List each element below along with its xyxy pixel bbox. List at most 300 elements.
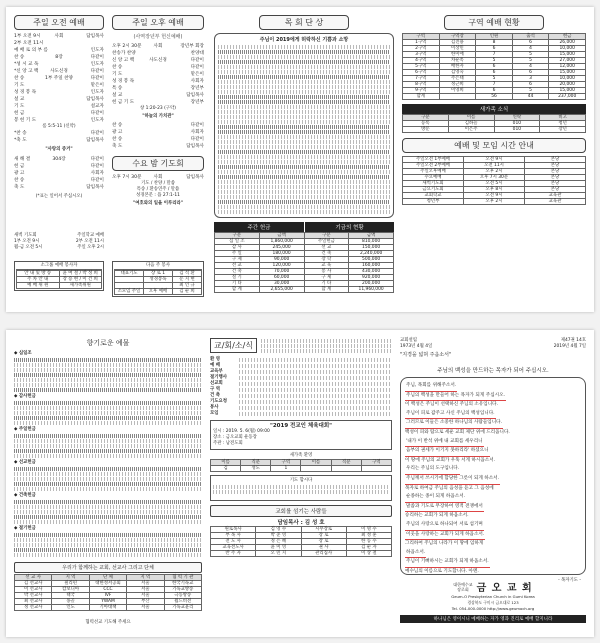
column-header: 구역장: [439, 34, 476, 40]
order-item: [14, 163, 104, 170]
table-row: [403, 169, 586, 175]
table-cell: 최 선교사: [15, 599, 52, 605]
table-cell: 구 제: [215, 257, 260, 263]
table-cell: 26,000: [549, 40, 586, 46]
table-cell: 김 영 수: [256, 527, 301, 533]
table-cell: 성도: [241, 466, 271, 472]
order-item: [14, 54, 104, 61]
notes-row-a: 월-금 오전 5시: [14, 245, 43, 250]
order-m: 8장: [55, 55, 63, 60]
table-row: 대표기도 장 로 1 김 석 환: [115, 271, 202, 277]
order-item: [14, 82, 104, 89]
table-cell: 2구역: [403, 46, 440, 52]
table-cell: 정 은 혜: [256, 539, 301, 545]
table-cell: 합계: [403, 94, 440, 100]
news-column: [210, 338, 392, 630]
text-line: [14, 515, 202, 519]
table-cell: 합 계: [215, 287, 260, 293]
table-cell: 한국기독교: [164, 581, 201, 587]
order-r: 다같이: [90, 157, 104, 162]
table-cell: 본당: [525, 157, 586, 163]
table-cell: 5: [476, 76, 513, 82]
order-r: 인도자: [90, 90, 104, 95]
table-cell: 20,000: [549, 82, 586, 88]
news-item-label: 절기행사: [210, 375, 227, 380]
table-cell: 245,000: [259, 245, 304, 251]
order-item: [14, 68, 104, 75]
prayer-title: 기도 합시다: [289, 478, 313, 483]
wednesday-leader: 오후 7시 30분 사회 담임목사: [112, 175, 204, 180]
text-line: [14, 510, 202, 514]
text-line: [14, 401, 202, 405]
table-cell: 본당: [525, 181, 586, 187]
order-m: [138, 78, 178, 85]
offering-section-title: ◆ 주일헌금: [14, 427, 36, 432]
text-line: [218, 145, 390, 149]
table-cell: 010: [494, 127, 540, 133]
order-m: [39, 96, 79, 103]
order-m: [39, 170, 79, 177]
order-r: 맡은이: [190, 72, 204, 77]
text-line: [218, 55, 390, 59]
order-l: 찬 송: [112, 137, 123, 142]
table-cell: 6: [476, 46, 513, 52]
text-line: [218, 155, 390, 159]
order-l: 찬 송: [14, 76, 25, 81]
order-m: [138, 50, 178, 57]
table-cell: 430,000: [349, 269, 394, 275]
text-line: [218, 195, 390, 199]
table-cell: 이상민: [439, 46, 476, 52]
event-title: "2019 전교인 체육대회": [269, 423, 333, 429]
poem-body: [405, 382, 581, 576]
table-cell: 태국: [52, 593, 89, 599]
news-header: [210, 338, 392, 354]
column-header: 출석: [512, 34, 549, 40]
order-l: 헌 금: [14, 111, 25, 116]
order-m: [39, 163, 79, 170]
table-cell: 9구역: [403, 88, 440, 94]
birthday-title: 새가족 환영: [289, 453, 313, 458]
text-line: [218, 120, 390, 124]
table-cell: 김진용: [439, 40, 476, 46]
leader-row-2: 2부 오전 11시: [14, 41, 44, 46]
table-row: [403, 157, 586, 163]
order-m: [138, 129, 178, 136]
table-cell: 김하늘: [448, 121, 494, 127]
table-cell: 인도: [52, 605, 89, 611]
text-line: [218, 160, 390, 164]
prayer-box: [210, 475, 392, 501]
text-line: [14, 373, 202, 377]
table-cell: 5: [512, 88, 549, 94]
table-cell: 1구역: [403, 40, 440, 46]
table-cell: 70,000: [259, 269, 304, 275]
order-m: [138, 136, 178, 143]
order-l: *찬 송: [14, 131, 27, 136]
table-row: [403, 193, 586, 199]
order-r: 사회자: [190, 79, 204, 84]
text-line: [218, 115, 390, 119]
text-line: [218, 45, 390, 49]
text-line: [14, 454, 202, 458]
poem-line: 이 땅에 주님의 교회가 우뚝 서게 하시옵소서.: [405, 457, 496, 463]
table-cell: 오전 5시: [464, 181, 525, 187]
column-header: 이름: [301, 460, 331, 466]
table-cell: 10,000: [549, 76, 586, 82]
poem-line: 주님의 사랑으로 하나되어 서로 섬기며: [405, 521, 581, 531]
order-item: [14, 137, 104, 144]
afternoon-leader: 오후 2시 30분 사회 장년부 회장: [112, 44, 204, 49]
poem-line: 순종하는 종이 되게 하옵소서.: [405, 493, 581, 503]
next-week-box: [112, 261, 204, 297]
order-r: 장년부: [190, 100, 204, 105]
table-row: 소모임 주일 오후 예배 김 순 희: [115, 289, 202, 295]
table-cell: 박 선교사: [15, 593, 52, 599]
church-web: http://www.geumoch.org: [487, 606, 535, 611]
table-cell: 920,000: [349, 275, 394, 281]
founded-label: 교회설립: [400, 338, 417, 343]
new-family-title: 새가족 소식: [402, 104, 586, 114]
poem-line: 승리하는 교회가 되게 하옵소서.: [405, 513, 469, 519]
offering-section-title: ◆ 절기헌금: [14, 526, 36, 531]
table-cell: 시무장로: [301, 527, 346, 533]
table-row: [211, 551, 392, 557]
table-cell: 김영숙: [439, 70, 476, 76]
table-cell: 주 일: [215, 251, 260, 257]
table-cell: 90,000: [259, 257, 304, 263]
order-l: 기 도: [14, 83, 25, 88]
table-cell: 절 기: [215, 275, 260, 281]
order-m: [138, 143, 178, 150]
table-cell: 3: [512, 76, 549, 82]
order-item: [14, 156, 104, 163]
table-row: [403, 187, 586, 193]
order-l: 광 고: [14, 171, 25, 176]
table-cell: 극동방송: [164, 593, 201, 599]
table-cell: 구 제: [304, 275, 349, 281]
wednesday-line: 특송 / 환송연주 / 말씀: [136, 187, 180, 192]
table-cell: 주일오후예배: [403, 169, 464, 175]
poem-line: 말씀과 기도로 무장하여 영적 전쟁에서: [405, 503, 581, 513]
table-cell: 교 육: [304, 263, 349, 269]
table-cell: 오후 2시: [464, 199, 525, 205]
table-cell: 기독교윤리: [164, 605, 201, 611]
poem-line: 주님이 피로 값주고 사신 주님의 백성입니다.: [405, 410, 581, 420]
text-line: [218, 85, 390, 89]
table-cell: 6: [476, 88, 513, 94]
table-cell: 주일오전 2부예배: [403, 163, 464, 169]
order-m: [39, 177, 79, 184]
pastor-text-box: [214, 33, 394, 218]
table-cell: CCC: [89, 587, 126, 593]
table-cell: 44: [512, 94, 549, 100]
text-line: [218, 65, 390, 69]
table-cell: 수요예배: [403, 175, 464, 181]
text-line: [14, 368, 202, 372]
news-item-label: 기도요청: [210, 399, 227, 404]
table-cell: 서울: [127, 581, 164, 587]
order-r: 다같이: [90, 69, 104, 74]
text-line: [218, 190, 390, 194]
poem-line: 이웃을 사랑하는 교회가 되게 하옵소서.: [405, 531, 581, 541]
table-cell: 정근희: [439, 82, 476, 88]
news-title: 교/회/소/식: [210, 338, 257, 353]
text-line: [218, 175, 390, 179]
column-header: 선 교 사: [15, 575, 52, 581]
district-title: 구역 예배 현황: [444, 15, 544, 30]
order-r: 다같이: [90, 131, 104, 136]
table-cell: 전 도 사: [211, 539, 256, 545]
table-cell: 6: [476, 70, 513, 76]
table-cell: 몽골: [52, 599, 89, 605]
order-m: [39, 103, 79, 110]
news-item-label: 구 역: [210, 387, 221, 392]
table-cell: 청년부: [403, 199, 464, 205]
table-cell: 주은태: [439, 76, 476, 82]
staff-table: [210, 526, 392, 557]
table-cell: 교회학교: [403, 193, 464, 199]
news-item: [210, 411, 392, 417]
issue-date: 2019년 4월 7일: [553, 344, 586, 349]
text-line: [218, 205, 390, 209]
table-cell: 등록: [403, 121, 449, 127]
order-item: [112, 85, 204, 92]
text-line: [218, 75, 390, 79]
table-cell: 본당: [525, 163, 586, 169]
table-cell: 주일오전 1부예배: [403, 157, 464, 163]
table-cell: 대한성서공회: [89, 581, 126, 587]
order-l: 새 해 결: [14, 157, 31, 162]
staff-title: 교회를 섬기는 사람들: [210, 505, 392, 517]
prayer-poem-box: [400, 377, 586, 584]
table-cell: 오전 11시: [464, 163, 525, 169]
table-cell: 장 학: [304, 257, 349, 263]
table-cell: 정 선교사: [15, 605, 52, 611]
event-line: 일시 : 2019. 5. 6(월) 09:00: [213, 429, 270, 434]
text-line: [218, 150, 390, 154]
column-header: 협 력 기 관: [164, 575, 201, 581]
table-cell: 이 선교사: [15, 587, 52, 593]
poem-line: 주님이 기뻐하시는 교회가 되게 하옵소서.: [405, 558, 581, 568]
notes-row-b: 2부 오전 11시: [75, 239, 104, 244]
text-line: [14, 416, 202, 420]
order-l: 신 앙 고 백: [112, 58, 135, 63]
text-line: [14, 505, 202, 509]
table-cell: 6: [512, 40, 549, 46]
order-m: [138, 64, 178, 71]
table-cell: 2,655,000: [259, 287, 304, 293]
order-item: [112, 57, 204, 64]
order-m: 사도신경: [50, 69, 68, 74]
order-item: [14, 184, 104, 191]
wednesday-sermon-title: "여호와의 일을 이루리라": [132, 201, 184, 206]
order-r: 다같이: [90, 55, 104, 60]
text-line: [14, 439, 202, 443]
denomination: 대한예수교 장로회: [453, 581, 473, 592]
column-header: 구역: [403, 34, 440, 40]
column-header: 구분: [304, 233, 349, 239]
table-cell: 합 계: [304, 287, 349, 293]
notes-row-b: 주일 오후 2시: [77, 245, 104, 250]
table-cell: 6구역: [403, 70, 440, 76]
column-header: 금액: [349, 233, 394, 239]
table-cell: 오후 8시: [464, 187, 525, 193]
afternoon-items: [112, 50, 204, 106]
afternoon-items-2: [112, 122, 204, 150]
order-l: 헌 금 기 도: [112, 100, 135, 105]
order-l: 설 교: [112, 93, 123, 98]
order-l: 설 교: [14, 97, 25, 102]
order-m: 사도신경: [149, 58, 167, 63]
text-line: [218, 80, 390, 84]
column-header: 헌금: [549, 34, 586, 40]
order-item: [14, 61, 104, 68]
news-item-label: 교육부: [210, 369, 223, 374]
order-l: 축 도: [14, 185, 25, 190]
table-cell: 5: [476, 58, 513, 64]
notes-left-label: 새벽 기도회: [14, 233, 37, 238]
afternoon-service: [112, 15, 204, 305]
table-cell: 배한자: [439, 64, 476, 70]
order-m: [138, 99, 178, 106]
offering-section-title: ◆ 건축헌금: [14, 493, 36, 498]
poem-line: 주님께서 쓰시기에 합당한 그릇이 되게 하소서.: [405, 475, 581, 485]
news-intro: [261, 338, 392, 354]
table-cell: 차순옥: [439, 58, 476, 64]
finance-titles: [214, 222, 394, 232]
text-line: [14, 538, 202, 542]
event-box: [210, 420, 392, 450]
text-line: [14, 477, 202, 481]
text-line: [218, 70, 390, 74]
next-week-table: [114, 270, 202, 295]
table-cell: 건 축: [304, 251, 349, 257]
table-cell: 7: [476, 82, 513, 88]
notes-block: [14, 233, 104, 251]
text-line: [218, 100, 390, 104]
order-m: [138, 85, 178, 92]
table-cell: 160,000: [349, 263, 394, 269]
text-line: [14, 533, 202, 537]
text-line: [218, 50, 390, 54]
order-m: [39, 82, 79, 89]
table-row: [403, 127, 586, 133]
order-m: [39, 117, 79, 124]
order-r: 사회자: [90, 171, 104, 176]
text-line: [218, 180, 390, 184]
table-cell: 5: [512, 58, 549, 64]
table-cell: IVF: [89, 593, 126, 599]
table-cell: [439, 94, 476, 100]
offering-section-title: ◆ 감사헌금: [14, 394, 36, 399]
schedule-title: 예배 및 모임 시간 안내: [402, 138, 586, 153]
order-l: 성 경 봉 독: [112, 79, 135, 84]
table-cell: 오후 2시: [464, 169, 525, 175]
order-item: [112, 92, 204, 99]
order-item: [112, 129, 204, 136]
order-m: 304장: [52, 157, 66, 162]
table-cell: 청년: [540, 121, 586, 127]
leader-row: 1부 오전 9시 사회 담임목사: [14, 34, 104, 39]
table-row: 성경봉독 문 지 현: [115, 277, 202, 283]
order-item: [14, 177, 104, 184]
table-cell: 방문: [403, 127, 449, 133]
table-cell: 주일헌금: [304, 239, 349, 245]
order-l: *신 앙 고 백: [14, 69, 39, 74]
table-cell: 4: [512, 46, 549, 52]
column-header: 직분: [331, 460, 361, 466]
table-cell: 봉 사: [304, 269, 349, 275]
order-l: 특 송: [112, 86, 123, 91]
finance-title-1: 주간 헌금: [214, 222, 304, 232]
order-r: 다같이: [90, 178, 104, 183]
order-item: [14, 89, 104, 96]
standing-note: (*표는 일어서 주십시오): [35, 194, 83, 199]
order-item: [14, 130, 104, 137]
table-row: 안 내 및 방 송 윤 여 철 / 박 성 희: [17, 271, 102, 277]
column-header: 이름: [448, 115, 494, 121]
text-line: [14, 482, 202, 486]
offering-title: 향기로운 예물: [86, 339, 130, 347]
order-r: 담임목사: [186, 144, 204, 149]
table-row: [403, 94, 586, 100]
table-cell: 권 사: [301, 545, 346, 551]
afternoon-verse: 창 1:20-23 (구약): [140, 106, 176, 111]
rotation-box: [14, 261, 104, 291]
text-line: [218, 95, 390, 99]
order-item: [112, 122, 204, 129]
mission-table: [14, 574, 202, 611]
order-m: [39, 137, 79, 144]
table-cell: 8: [476, 40, 513, 46]
table-cell: 이영희: [439, 88, 476, 94]
table-cell: 15,000: [549, 52, 586, 58]
order-m: [138, 122, 178, 129]
table-cell: 교육전도사: [211, 545, 256, 551]
table-cell: 김: [211, 466, 241, 472]
order-m: [39, 89, 79, 96]
column-header: 단 체: [89, 575, 126, 581]
order-m: [39, 47, 79, 54]
order-m: [39, 184, 79, 191]
news-item-label: 건 축: [210, 393, 221, 398]
offering-section-title: ◆ 선교헌금: [14, 460, 36, 465]
table-cell: 월드비전: [164, 599, 201, 605]
order-l: 찬 송: [14, 55, 25, 60]
table-cell: 15,000: [549, 88, 586, 94]
order-m: 1부 주일 찬양: [44, 76, 73, 81]
table-cell: 선 교: [304, 245, 349, 251]
offering-section-title: ◆ 십일조: [14, 351, 32, 356]
afternoon-subtitle: (사역장년부 헌신예배): [133, 34, 183, 40]
table-cell: 6: [512, 70, 549, 76]
table-cell: 오 민 지: [256, 551, 301, 557]
table-cell: 60,000: [259, 275, 304, 281]
motto: 주님의 백성을 만드하는 목자가 되어 주십시오.: [437, 368, 549, 374]
order-item: [112, 64, 204, 71]
table-cell: 오전 9시: [464, 157, 525, 163]
table-cell: 12,000: [549, 64, 586, 70]
table-cell: 교육관: [525, 199, 586, 205]
order-item: [112, 99, 204, 106]
text-line: [218, 185, 390, 189]
table-cell: 캄보디아: [52, 587, 89, 593]
birthday-table: [210, 459, 392, 472]
order-r: 다같이: [90, 164, 104, 169]
order-m: [39, 130, 79, 137]
table-cell: 윤 미 영: [256, 545, 301, 551]
